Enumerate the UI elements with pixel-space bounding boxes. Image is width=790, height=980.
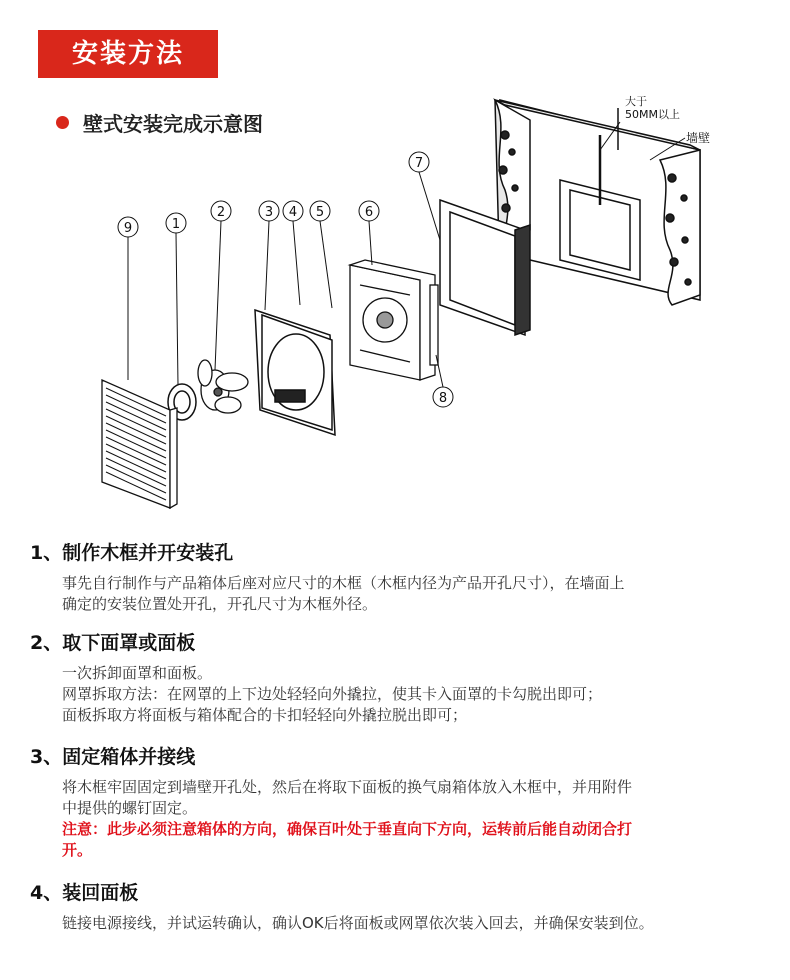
step-1	[30, 538, 770, 615]
step-3-line-1: 将木框牢固固定到墙壁开孔处，然后在将取下面板的换气扇箱体放入木框中，并用附件	[62, 778, 633, 796]
step-1-title: 1、制作木框并开安装孔	[30, 542, 234, 564]
fan-box-illustration	[350, 260, 438, 380]
callout-1: 1	[171, 217, 181, 232]
section-title-banner: 安装方法	[38, 30, 218, 78]
callout-8: 8	[438, 391, 448, 406]
step-3-warning-1: 注意：此步必须注意箱体的方向，确保百叶处于垂直向下方向，运转前后能自动闭合打	[62, 820, 633, 838]
callout-4: 4	[288, 205, 298, 220]
step-3	[30, 742, 770, 861]
callout-3: 3	[264, 205, 274, 220]
callout-2: 2	[216, 205, 226, 220]
step-2-line-2: 网罩拆取方法：在网罩的上下边处轻轻向外撬拉，使其卡入面罩的卡勾脱出即可；	[62, 685, 603, 703]
callout-5: 5	[315, 205, 325, 220]
step-4	[30, 878, 770, 934]
step-2-line-3: 面板拆取方将面板与箱体配合的卡扣轻轻向外撬拉脱出即可；	[62, 706, 468, 724]
note-line1: 大于	[625, 95, 647, 108]
installation-diagram	[0, 90, 790, 530]
callout-9: 9	[123, 221, 133, 236]
diagram-subtitle-text: 壁式安装完成示意图	[83, 112, 263, 136]
fan-blade-illustration	[198, 360, 248, 413]
face-panel-illustration	[255, 310, 335, 435]
callout-7: 7	[414, 156, 424, 171]
step-1-line-1: 事先自行制作与产品箱体后座对应尺寸的木框（木框内径为产品开孔尺寸），在墙面上	[62, 574, 625, 592]
step-1-line-2: 确定的安装位置处开孔，开孔尺寸为木框外径。	[62, 595, 378, 613]
step-3-line-2: 中提供的螺钉固定。	[62, 799, 198, 817]
step-3-title: 3、固定箱体并接线	[30, 746, 196, 768]
step-2-line-1: 一次拆卸面罩和面板。	[62, 664, 213, 682]
callout-6: 6	[364, 205, 374, 220]
step-4-title: 4、装回面板	[30, 882, 139, 904]
grille-cover-illustration	[102, 380, 177, 508]
step-3-warning-2: 开。	[62, 841, 93, 859]
note-line2: 50MM以上	[625, 108, 680, 121]
step-4-line-1: 链接电源接线，并试运转确认，确认OK后将面板或网罩依次装入回去，并确保安装到位。	[62, 914, 654, 932]
wall-label: 墙壁	[686, 131, 711, 145]
step-2-title: 2、取下面罩或面板	[30, 632, 196, 654]
step-2	[30, 628, 770, 726]
